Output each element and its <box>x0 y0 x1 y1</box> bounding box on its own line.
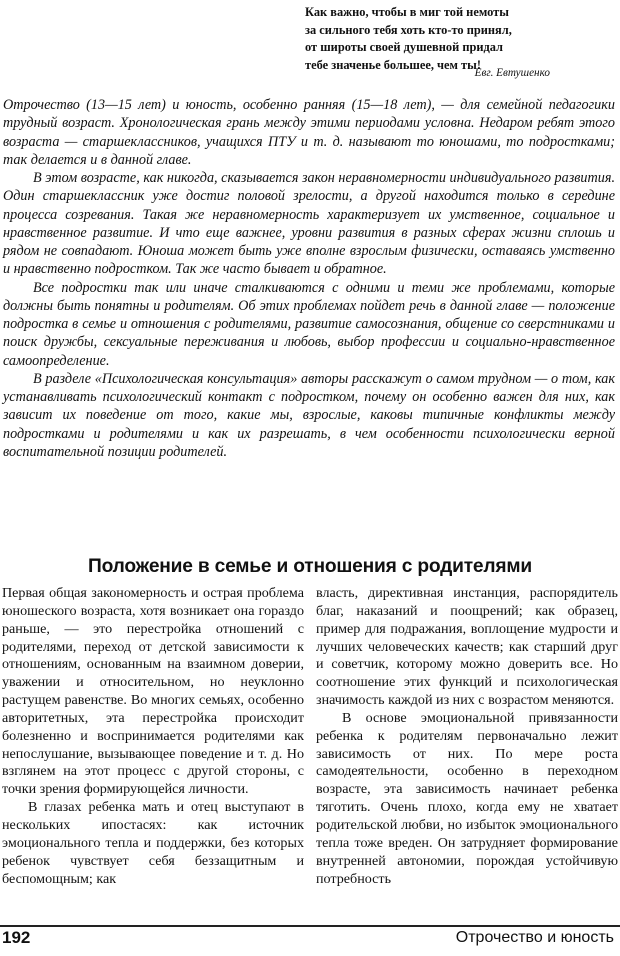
intro-paragraph: Все подростки так или иначе сталкиваются с одними и теми же проблемами, которые должны быть понятны и родителям. Об этих проблемах пойдет речь в данной главе — положение подростка в семье и отношения с родителями, развитие самосознания, общение со сверстниками и поиск дружбы, сексуальные переживания и любовь, выбор профессии и социально-нравственное самоопределение. <box>3 279 615 369</box>
body-column-left <box>2 585 304 888</box>
epigraph-line: за сильного тебя хоть кто-то принял, <box>305 22 512 37</box>
intro-paragraph: В разделе «Психологическая консультация» авторы расскажут о самом трудном — о том, как устанавливать психологический контакт с подростком, почему он особенно важен для них, как зависит их поведение от того, какие мы, взрослые, каковы типичные конфликты между подростками и родителями и как их разрешать, в чем особенности психологически верной воспитательной позиции родителей. <box>3 370 615 460</box>
intro-paragraph: Отрочество (13—15 лет) и юность, особенно ранняя (15—18 лет), — для семейной педагогики трудный возраст. Хронологическая грань между этими периодами условна. Недаром ребят этого возраста — старшеклассников, учащихся ПТУ и т. д. называют то юношами, то подростками; так делается и в данной главе. <box>3 97 615 168</box>
intro-paragraph: В этом возрасте, как никогда, сказывается закон неравномерности индивидуального развития. Один старшеклассник уже достиг половой зрелости, а другой находится только в середине процесса созревания. Такая же неравномерность характеризует их умственное, социальное и нравственное развитие. И что еще важнее, уровни развития в разных сферах жизни сплошь и рядом не совпадают. Юноша может быть уже вполне взрослым физически, оставаясь умственно и нравственно подростком. Так же часто бывает и обратное. <box>3 170 615 278</box>
epigraph-line: тебе значенье большее, чем ты! <box>305 57 481 72</box>
footer-rule <box>0 925 620 927</box>
section-heading: Положение в семье и отношения с родителями <box>88 555 532 577</box>
epigraph-line: от широты своей душевной придал <box>305 40 504 54</box>
body-paragraph: В глазах ребенка мать и отец выступают в нескольких ипостасях: как источник эмоционального тепла и поддержки, без которых ребенок чувствует себя беззащитным и беспомощным; как <box>2 799 304 887</box>
page-number: 192 <box>2 928 31 947</box>
epigraph <box>305 4 590 74</box>
epigraph-author: Евг. Евтушенко <box>474 67 550 79</box>
intro-text <box>3 96 615 461</box>
body-paragraph: В основе эмоциональной привязанности ребенка к родителям первоначально лежит зависимость от них. По мере роста самодеятельности, особенно в переходном возрасте, эта зависимость начинает ребенка тяготить. Очень плохо, когда ему не хватает родительской любви, но избыток эмоционального тепла тоже вреден. Он затрудняет формирование внутренней автономии, порождая устойчивую потребность <box>316 709 618 887</box>
epigraph-line: Как важно, чтобы в миг той немоты <box>305 5 509 19</box>
body-column-right <box>316 585 618 888</box>
body-paragraph: власть, директивная инстанция, распорядитель благ, наказаний и поощрений; как образец, пример для подражания, воплощение мудрости и лучших человеческих качеств; как старший друг и советчик, которому можно доверить все. Но соотношение этих функций и психологическая значимость каждой из них с возрастом меняются. <box>316 585 618 709</box>
body-paragraph: Первая общая закономерность и острая проблема юношеского возраста, хотя возникает она гораздо раньше, — это перестройка отношений с родителями, переход от детской зависимости к отношениям, основанным на взаимном доверии, уважении и относительном, но неуклонно растущем равенстве. Во многих семьях, особенно авторитетных, эта перестройка происходит болезненно и воспринимается родителями как непослушание, вызывающее поведение и т. д. Но взглянем на этот процесс с другой стороны, с точки зрения формирующейся личности. <box>2 585 304 798</box>
running-title: Отрочество и юность <box>455 929 614 946</box>
